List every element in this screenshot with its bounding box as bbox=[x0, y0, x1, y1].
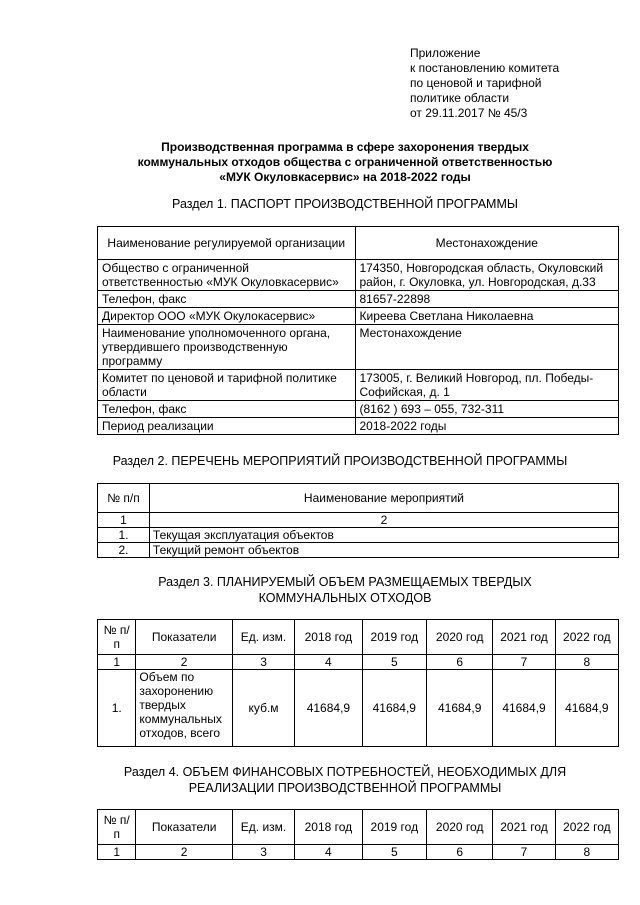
table-cell: Телефон, факс bbox=[98, 291, 356, 308]
section4-heading: Раздел 4. ОБЪЕМ ФИНАНСОВЫХ ПОТРЕБНОСТЕЙ, НЕОБХОДИМЫХ ДЛЯ РЕАЛИЗАЦИИ ПРОИЗВОДСТВЕННОЙ ПРОГРАММЫ bbox=[123, 765, 567, 795]
table-header-cell: 2019 год bbox=[362, 810, 426, 845]
table-row bbox=[98, 810, 619, 845]
table-cell: 174350, Новгородская область, Окуловский район, г. Окуловка, ул. Новгородская, д.33 bbox=[355, 260, 619, 291]
table-row bbox=[98, 325, 619, 370]
table-header-cell: 2021 год bbox=[493, 810, 555, 845]
table-header-cell: 2019 год bbox=[362, 620, 426, 655]
table-cell: Местонахождение bbox=[355, 227, 619, 260]
table-cell: Общество с ограниченной ответственностью «МУК Окуловкасервис» bbox=[98, 260, 356, 291]
passport-table bbox=[97, 226, 619, 435]
table-cell: 8 bbox=[555, 655, 618, 670]
table-cell: 3 bbox=[232, 655, 294, 670]
table-cell: 2. bbox=[98, 543, 150, 558]
table-header-cell: Ед. изм. bbox=[232, 810, 294, 845]
table-cell: 1. bbox=[98, 670, 136, 747]
table-cell: 5 bbox=[362, 655, 426, 670]
table-header-cell: 2020 год bbox=[426, 620, 492, 655]
table-cell: Объем по захоронению твердых коммунальных отходов, всего bbox=[136, 670, 233, 747]
volume-table bbox=[97, 619, 619, 747]
table-cell: 1. bbox=[98, 528, 150, 543]
table-cell: 3 bbox=[232, 845, 294, 860]
section3-heading: Раздел 3. ПЛАНИРУЕМЫЙ ОБЪЕМ РАЗМЕЩАЕМЫХ ТВЕРДЫХ КОММУНАЛЬНЫХ ОТХОДОВ bbox=[158, 575, 532, 605]
annex-line: политике области bbox=[410, 91, 510, 105]
table-cell: 1 bbox=[98, 513, 150, 528]
table-cell: 5 bbox=[362, 845, 426, 860]
table-row bbox=[98, 370, 619, 401]
table-cell: 81657-22898 bbox=[355, 291, 619, 308]
table-row bbox=[98, 291, 619, 308]
table-cell: Директор ООО «МУК Окулокасервис» bbox=[98, 308, 356, 325]
annex-line: от 29.11.2017 № 45/3 bbox=[410, 106, 528, 120]
table-cell: куб.м bbox=[232, 670, 294, 747]
table-cell: Наименование мероприятий bbox=[149, 484, 618, 513]
table-row bbox=[98, 513, 619, 528]
table-row bbox=[98, 543, 619, 558]
table-cell: Наименование уполномоченного органа, утвердившего производственную программу bbox=[98, 325, 356, 370]
table-cell: Комитет по ценовой и тарифной политике области bbox=[98, 370, 356, 401]
table-header-cell: 2022 год bbox=[555, 810, 618, 845]
table-cell: 1 bbox=[98, 845, 136, 860]
table-row bbox=[98, 670, 619, 747]
table-header-cell: Показатели bbox=[136, 620, 233, 655]
table-cell: 41684,9 bbox=[426, 670, 492, 747]
table-cell: 7 bbox=[493, 845, 555, 860]
table-cell: Местонахождение bbox=[355, 325, 619, 370]
table-header-cell: № п/п bbox=[98, 810, 136, 845]
table-cell: 4 bbox=[295, 655, 362, 670]
annex-line: Приложение bbox=[410, 46, 481, 60]
table-cell: (8162 ) 693 – 055, 732-311 bbox=[355, 401, 619, 418]
table-header-cell: 2018 год bbox=[295, 810, 362, 845]
table-row bbox=[98, 528, 619, 543]
table-cell: 2 bbox=[136, 655, 233, 670]
table-cell: 7 bbox=[493, 655, 555, 670]
table-header-cell: № п/п bbox=[98, 620, 136, 655]
table-cell: 41684,9 bbox=[295, 670, 362, 747]
table-cell: Телефон, факс bbox=[98, 401, 356, 418]
annex-line: к постановлению комитета bbox=[410, 61, 560, 75]
annex-block bbox=[410, 46, 559, 121]
table-cell: 2 bbox=[149, 513, 618, 528]
table-cell: 173005, г. Великий Новгород, пл. Победы-Софийская, д. 1 bbox=[355, 370, 619, 401]
table-cell: Период реализации bbox=[98, 418, 356, 435]
table-cell: 8 bbox=[555, 845, 618, 860]
table-header-cell: Показатели bbox=[136, 810, 233, 845]
table-row bbox=[98, 845, 619, 860]
table-header-cell: 2020 год bbox=[426, 810, 492, 845]
measures-table bbox=[97, 483, 619, 558]
section2-heading: Раздел 2. ПЕРЕЧЕНЬ МЕРОПРИЯТИЙ ПРОИЗВОДСТВЕННОЙ ПРОГРАММЫ bbox=[112, 454, 568, 468]
table-row bbox=[98, 401, 619, 418]
table-cell: № п/п bbox=[98, 484, 150, 513]
document-title: Производственная программа в сфере захоронения твердых коммунальных отходов общества с ограниченной ответственностью «МУК Окуловкасервис» на 2018-2022 годы bbox=[137, 140, 553, 184]
table-cell: 41684,9 bbox=[555, 670, 618, 747]
table-row bbox=[98, 227, 619, 260]
table-row bbox=[98, 308, 619, 325]
table-cell: Текущий ремонт объектов bbox=[149, 543, 618, 558]
table-cell: 41684,9 bbox=[493, 670, 555, 747]
table-row bbox=[98, 260, 619, 291]
finance-table bbox=[97, 809, 619, 860]
table-header-cell: 2021 год bbox=[493, 620, 555, 655]
table-cell: 6 bbox=[426, 655, 492, 670]
annex-line: по ценовой и тарифной bbox=[410, 76, 542, 90]
table-cell: 41684,9 bbox=[362, 670, 426, 747]
table-cell: 6 bbox=[426, 845, 492, 860]
table-cell: Текущая эксплуатация объектов bbox=[149, 528, 618, 543]
table-cell: 4 bbox=[295, 845, 362, 860]
table-cell: 2018-2022 годы bbox=[355, 418, 619, 435]
table-header-cell: 2022 год bbox=[555, 620, 618, 655]
table-cell: 1 bbox=[98, 655, 136, 670]
table-row bbox=[98, 484, 619, 513]
table-row bbox=[98, 418, 619, 435]
table-row bbox=[98, 620, 619, 655]
table-cell: 2 bbox=[136, 845, 233, 860]
table-cell: Киреева Светлана Николаевна bbox=[355, 308, 619, 325]
table-header-cell: 2018 год bbox=[295, 620, 362, 655]
table-cell: Наименование регулируемой организации bbox=[98, 227, 356, 260]
table-header-cell: Ед. изм. bbox=[232, 620, 294, 655]
section1-heading: Раздел 1. ПАСПОРТ ПРОИЗВОДСТВЕННОЙ ПРОГРАММЫ bbox=[172, 197, 518, 211]
table-row bbox=[98, 655, 619, 670]
